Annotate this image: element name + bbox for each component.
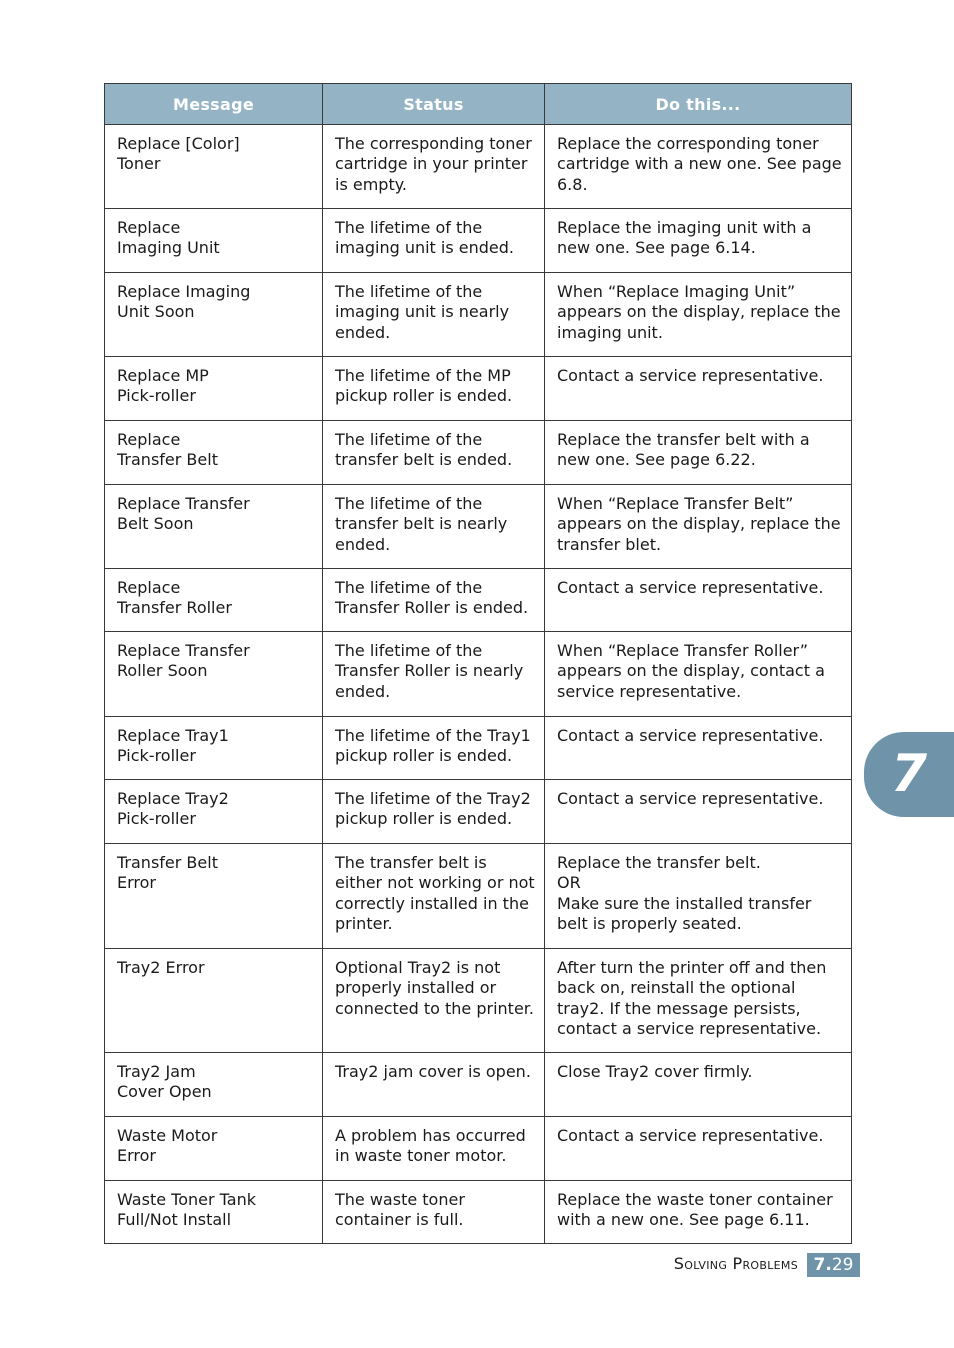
footer-section-title: Solving Problems [673, 1254, 798, 1273]
action-cell: Replace the waste toner container with a new one. See page 6.11. [545, 1181, 852, 1244]
status-cell: The lifetime of the Tray2 pickup roller is ended. [323, 780, 545, 844]
message-cell: Replace MP Pick-roller [105, 357, 323, 421]
message-cell: Replace Transfer Roller [105, 569, 323, 632]
status-cell: The transfer belt is either not working or not correctly installed in the printer. [323, 844, 545, 949]
table-row [105, 780, 852, 844]
message-cell: Replace Transfer Belt Soon [105, 485, 323, 569]
action-cell: Contact a service representative. [545, 357, 852, 421]
message-cell: Replace Tray2 Pick-roller [105, 780, 323, 844]
message-cell: Replace [Color] Toner [105, 125, 323, 209]
status-cell: A problem has occurred in waste toner motor. [323, 1117, 545, 1181]
action-cell: Close Tray2 cover firmly. [545, 1053, 852, 1117]
action-cell: When “Replace Transfer Roller” appears on the display, contact a service representative. [545, 632, 852, 717]
status-cell: The lifetime of the imaging unit is nearly ended. [323, 273, 545, 357]
table-row [105, 632, 852, 717]
action-cell: Replace the transfer belt with a new one. See page 6.22. [545, 421, 852, 485]
action-cell: Replace the corresponding toner cartridge with a new one. See page 6.8. [545, 125, 852, 209]
table-row [105, 421, 852, 485]
table-row [105, 569, 852, 632]
status-cell: The waste toner container is full. [323, 1181, 545, 1244]
action-cell: When “Replace Imaging Unit” appears on the display, replace the imaging unit. [545, 273, 852, 357]
table-row [105, 485, 852, 569]
header-message: Message [105, 84, 323, 125]
action-cell: When “Replace Transfer Belt” appears on the display, replace the transfer blet. [545, 485, 852, 569]
status-cell: Tray2 jam cover is open. [323, 1053, 545, 1117]
message-cell: Replace Imaging Unit [105, 209, 323, 273]
page-number [807, 1253, 860, 1277]
action-cell: Contact a service representative. [545, 1117, 852, 1181]
status-cell: The lifetime of the MP pickup roller is ended. [323, 357, 545, 421]
action-cell: Replace the imaging unit with a new one. See page 6.14. [545, 209, 852, 273]
message-cell: Waste Toner Tank Full/Not Install [105, 1181, 323, 1244]
message-cell: Replace Transfer Belt [105, 421, 323, 485]
status-cell: The lifetime of the Transfer Roller is ended. [323, 569, 545, 632]
status-cell: Optional Tray2 is not properly installed or connected to the printer. [323, 949, 545, 1053]
table-row [105, 1053, 852, 1117]
status-cell: The corresponding toner cartridge in your printer is empty. [323, 125, 545, 209]
table-row [105, 209, 852, 273]
table-row [105, 273, 852, 357]
table-row [105, 949, 852, 1053]
chapter-tab: 7 [864, 732, 954, 817]
message-cell: Tray2 Jam Cover Open [105, 1053, 323, 1117]
error-message-table [104, 83, 852, 1244]
action-cell: After turn the printer off and then back on, reinstall the optional tray2. If the message persists, contact a service representative. [545, 949, 852, 1053]
table-row [105, 717, 852, 780]
message-cell: Replace Transfer Roller Soon [105, 632, 323, 717]
table-header-row [105, 84, 852, 125]
table-row [105, 1117, 852, 1181]
status-cell: The lifetime of the Tray1 pickup roller is ended. [323, 717, 545, 780]
header-status: Status [323, 84, 545, 125]
action-cell: Contact a service representative. [545, 717, 852, 780]
action-cell: Replace the transfer belt. OR Make sure the installed transfer belt is properly seated. [545, 844, 852, 949]
message-cell: Replace Tray1 Pick-roller [105, 717, 323, 780]
action-cell: Contact a service representative. [545, 569, 852, 632]
table-row [105, 844, 852, 949]
table-row [105, 1181, 852, 1244]
message-cell: Waste Motor Error [105, 1117, 323, 1181]
message-cell: Replace Imaging Unit Soon [105, 273, 323, 357]
action-cell: Contact a service representative. [545, 780, 852, 844]
message-cell: Tray2 Error [105, 949, 323, 1053]
header-do-this: Do this... [545, 84, 852, 125]
message-cell: Transfer Belt Error [105, 844, 323, 949]
status-cell: The lifetime of the imaging unit is ended. [323, 209, 545, 273]
status-cell: The lifetime of the Transfer Roller is nearly ended. [323, 632, 545, 717]
page-chapter: 7. [813, 1255, 832, 1275]
page-num: 29 [831, 1255, 854, 1275]
table-row [105, 125, 852, 209]
status-cell: The lifetime of the transfer belt is nearly ended. [323, 485, 545, 569]
status-cell: The lifetime of the transfer belt is ended. [323, 421, 545, 485]
table-row [105, 357, 852, 421]
